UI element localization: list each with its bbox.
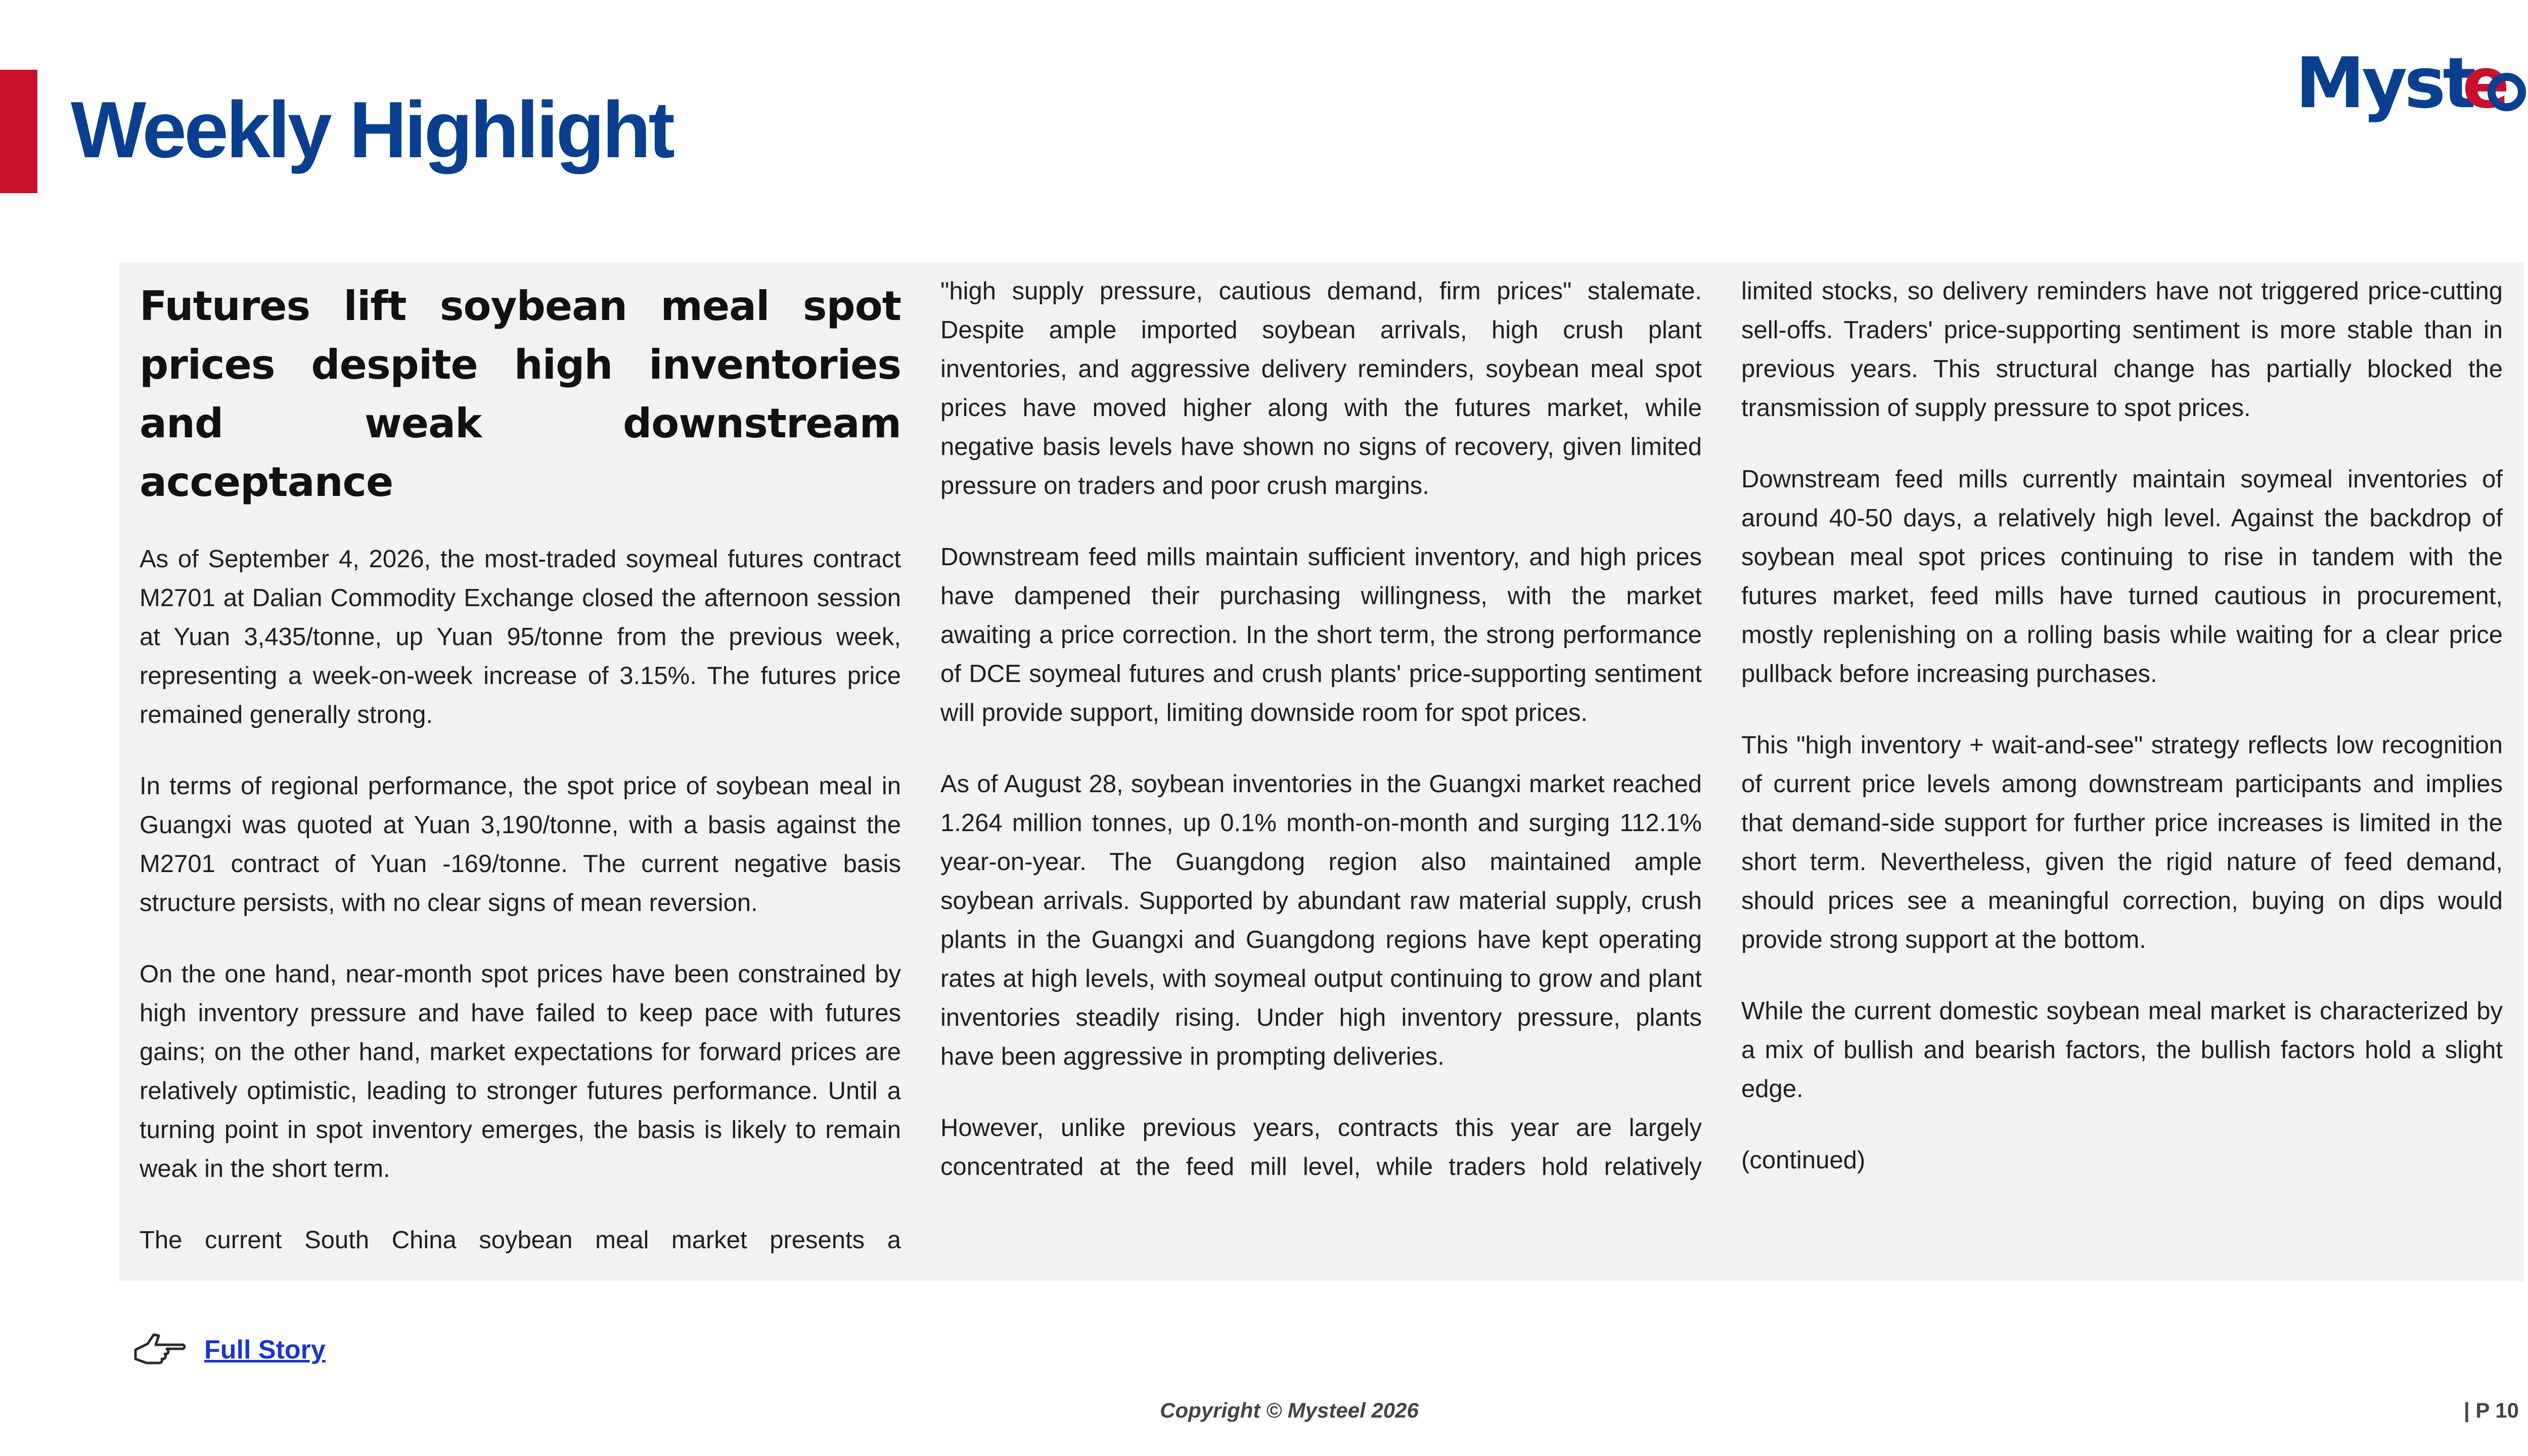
mysteel-logo — [2295, 51, 2528, 126]
article-column-3 — [1741, 272, 2503, 1212]
full-story-link-group[interactable] — [133, 1330, 326, 1370]
page-number: | P 10 — [2463, 1398, 2519, 1422]
paragraph: Downstream feed mills currently maintain soymeal inventories of around 40-50 days, a relatively high level. Against the backdrop of soybean meal spot prices continuing to rise in tandem with the futures market, feed mills have turned cautious in procurement, mostly replenishing on a rolling basis while waiting for a clear price pullback before increasing purchases. — [1741, 466, 2503, 688]
paragraph: The current South China soybean meal market presents a — [140, 1226, 901, 1254]
paragraph: As of September 4, 2026, the most-traded soymeal futures contract M2701 at Dalian Commodity Exchange closed the afternoon session at Yuan 3,435/tonne, up Yuan 95/tonne from the previous week, representing a week-on-week increase of 3.15%. The futures price remained generally strong. — [140, 545, 901, 729]
full-story-link[interactable]: Full Story — [204, 1335, 326, 1364]
article-headline: Futures lift soybean meal spot prices despite high inventories and weak downstream acceptance — [140, 283, 901, 506]
logo-graphic — [2295, 51, 2528, 126]
svg-text:e: e — [2462, 51, 2507, 124]
page-title: Weekly Highlight — [71, 85, 673, 174]
article-panel — [119, 262, 2524, 1281]
svg-text:Myst: Myst — [2295, 51, 2473, 124]
paragraph: However, unlike previous years, contracts this year are largely concentrated at the feed mill level, while traders hold relatively — [940, 1114, 1702, 1180]
paragraph: On the one hand, near-month spot prices have been constrained by high inventory pressure and have failed to keep pace with futures gains; on the other hand, market expectations for forward prices are relatively optimistic, leading to stronger futures performance. Until a turning point in spot inventory emerges, the basis is likely to remain weak in the short term. — [140, 961, 901, 1182]
article-column-2 — [940, 272, 1702, 1219]
paragraph: This "high inventory + wait-and-see" strategy reflects low recognition of current price levels among downstream participants and implies that demand-side support for further price increases is limited in the short term. Nevertheless, given the rigid nature of feed demand, should prices see a meaningful correction, buying on dips would provide strong support at the bottom. — [1741, 732, 2503, 953]
pointing-hand-icon — [133, 1330, 186, 1370]
continued-note: (continued) — [1741, 1147, 1866, 1174]
paragraph: Downstream feed mills maintain sufficient inventory, and high prices have dampened their purchasing willingness, with the market awaiting a price correction. In the short term, the strong performance of DCE soymeal futures and crush plants' price-supporting sentiment will provide support, limiting downside room for spot prices. — [940, 543, 1702, 726]
paragraph: As of August 28, soybean inventories in the Guangxi market reached 1.264 million tonnes, up 0.1% month-on-month and surging 112.1% year-on-year. The Guangdong region also maintained ample soybean arrivals. Supported by abundant raw material supply, crush plants in the Guangxi and Guangdong regions have kept operating rates at high levels, with soymeal output continuing to grow and plant inventories steadily rising. Under high inventory pressure, plants have been aggressive in prompting deliveries. — [940, 770, 1702, 1070]
paragraph: In terms of regional performance, the spot price of soybean meal in Guangxi was quoted at Yuan 3,190/tonne, with a basis against the M2701 contract of Yuan -169/tonne. The current negative basis structure persists, with no clear signs of mean reversion. — [140, 772, 901, 917]
article-column-1 — [140, 272, 901, 1292]
title-accent-bar — [0, 70, 37, 193]
paragraph: "high supply pressure, cautious demand, firm prices" stalemate. Despite ample imported soybean arrivals, high crush plant inventories, and aggressive delivery reminders, soybean meal spot prices have moved higher along with the futures market, while negative basis levels have shown no signs of recovery, given limited pressure on traders and poor crush margins. — [940, 278, 1702, 499]
copyright-text: Copyright © Mysteel 2026 — [1160, 1398, 1419, 1422]
paragraph: limited stocks, so delivery reminders have not triggered price-cutting sell-offs. Traders' price-supporting sentiment is more stable than in previous years. This structural change has partially blocked the transmission of supply pressure to spot prices. — [1741, 278, 2503, 422]
paragraph: While the current domestic soybean meal market is characterized by a mix of bullish and bearish factors, the bullish factors hold a slight edge. — [1741, 997, 2503, 1103]
